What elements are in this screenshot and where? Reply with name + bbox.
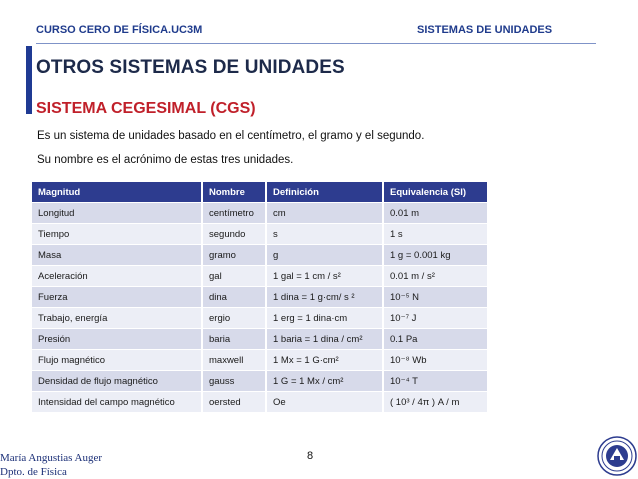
cell-magnitud: Fuerza [32,287,203,307]
cell-equivalencia: 10⁻⁴ T [384,371,489,391]
cell-nombre: gauss [203,371,267,391]
column-header-equivalencia: Equivalencia (SI) [384,182,489,202]
cell-definicion: 1 baria = 1 dina / cm² [267,329,384,349]
course-header: CURSO CERO DE FÍSICA.UC3M [36,24,203,36]
cell-nombre: segundo [203,224,267,244]
cell-nombre: oersted [203,392,267,412]
header-divider [36,43,596,44]
page-number: 8 [307,450,314,462]
cell-definicion: 1 dina = 1 g·cm/ s ² [267,287,384,307]
cell-definicion: Oe [267,392,384,412]
cell-nombre: centímetro [203,203,267,223]
column-header-magnitud: Magnitud [32,182,203,202]
table-row [32,392,489,412]
department-name: Dpto. de Física [0,466,67,478]
cell-nombre: ergio [203,308,267,328]
acronym-paragraph: Su nombre es el acrónimo de estas tres unidades. [37,154,294,166]
author-name: María Angustias Auger [0,452,103,464]
cell-magnitud: Presión [32,329,203,349]
cell-equivalencia: ( 10³ / 4π ) A / m [384,392,489,412]
cell-magnitud: Tiempo [32,224,203,244]
cell-definicion: 1 G = 1 Mx / cm² [267,371,384,391]
cell-definicion: 1 erg = 1 dina·cm [267,308,384,328]
table-header-row [32,182,489,202]
university-seal-icon [597,436,637,476]
cell-nombre: gal [203,266,267,286]
table-row [32,266,489,286]
table-row [32,287,489,307]
cell-equivalencia: 1 g = 0.001 kg [384,245,489,265]
table-row [32,224,489,244]
cell-equivalencia: 1 s [384,224,489,244]
cgs-units-table [32,181,489,413]
cell-magnitud: Aceleración [32,266,203,286]
cell-nombre: dina [203,287,267,307]
cell-magnitud: Longitud [32,203,203,223]
table-row [32,371,489,391]
topic-header: SISTEMAS DE UNIDADES [417,24,553,36]
table-row [32,350,489,370]
cell-magnitud: Flujo magnético [32,350,203,370]
cell-equivalencia: 10⁻⁷ J [384,308,489,328]
cell-definicion: 1 gal = 1 cm / s² [267,266,384,286]
cell-equivalencia: 10⁻⁵ N [384,287,489,307]
title-accent-bar [26,46,32,114]
cell-equivalencia: 0.01 m / s² [384,266,489,286]
footer-author-block [0,451,102,479]
table-row [32,245,489,265]
cell-nombre: gramo [203,245,267,265]
cell-definicion: g [267,245,384,265]
column-header-definicion: Definición [267,182,384,202]
cell-magnitud: Densidad de flujo magnético [32,371,203,391]
cell-definicion: s [267,224,384,244]
table-row [32,203,489,223]
cell-equivalencia: 10⁻⁸ Wb [384,350,489,370]
cell-equivalencia: 0.01 m [384,203,489,223]
cell-nombre: maxwell [203,350,267,370]
cell-magnitud: Trabajo, energía [32,308,203,328]
cell-magnitud: Intensidad del campo magnético [32,392,203,412]
cell-magnitud: Masa [32,245,203,265]
cell-equivalencia: 0.1 Pa [384,329,489,349]
cell-definicion: 1 Mx = 1 G·cm² [267,350,384,370]
intro-paragraph: Es un sistema de unidades basado en el centímetro, el gramo y el segundo. [37,130,425,142]
cell-nombre: baria [203,329,267,349]
column-header-nombre: Nombre [203,182,267,202]
table-row [32,329,489,349]
cell-definicion: cm [267,203,384,223]
slide-subtitle: SISTEMA CEGESIMAL (CGS) [36,100,256,117]
table-row [32,308,489,328]
slide-title: OTROS SISTEMAS DE UNIDADES [36,57,345,78]
